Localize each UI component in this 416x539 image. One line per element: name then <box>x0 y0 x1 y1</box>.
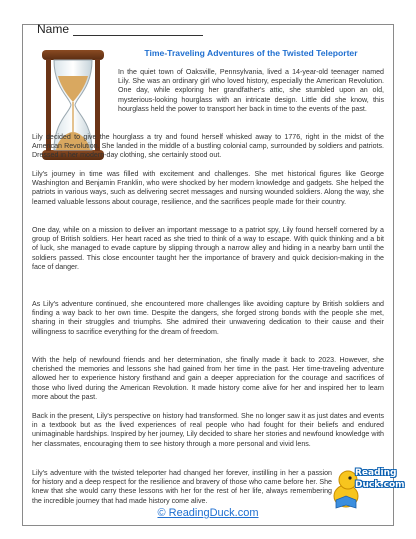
story-paragraph: One day, while on a mission to deliver an important message to a patriot spy, Lily found herself cornered by a group of British soldiers. Her heart raced as she tried to think of a way to escape. With quick thinking and a bit of luck, she managed to evade capture by slipping through a narrow alley and hiding in a nearby barn until the soldiers passed. This close encounter taught her the importance of bravery and quick decision-making in the face of danger. <box>32 226 384 271</box>
story-paragraph: With the help of newfound friends and her determination, she finally made it back to 2023. However, she cherished the memories and lessons she had gained from her time in the past. Her time-traveling adventure allowed her to experience history firsthand and gain a deeper appreciation for the courage and sacrifices of those who lived during the American Revolution. It made history come alive for her and inspired her to learn more about the past. <box>32 356 384 401</box>
logo-text-reading: Reading <box>355 468 397 478</box>
story-paragraph: Lily's journey in time was filled with excitement and challenges. She met historical figures like George Washington and Benjamin Franklin, who were shocked by her modern knowledge and gadgets. She helped the patriots in various ways, such as delivering secret messages and nursing wounded soldiers. Along the way, she learned valuable lessons about courage, resilience, and the sacrifices people made for their country. <box>32 170 384 206</box>
story-paragraph: Lily's adventure with the twisted teleporter had changed her forever, instilling in her a passion for history and a deep respect for the resilience and bravery of those who came before her. She knew that she would carry these lessons with her for the rest of her life, always remembering the incredible journey that had made history come alive. <box>32 469 332 505</box>
name-blank-line[interactable] <box>73 24 203 36</box>
story-paragraph: Back in the present, Lily's perspective on history had transformed. She no longer saw it as just dates and events in a textbook but as the lived experiences of real people who had fought for their beliefs and endured unimaginable hardships. Inspired by her journey, Lily decided to share her stories and newfound knowledge with her classmates, encouraging them to see history through a more personal and vivid lens. <box>32 412 384 448</box>
logo-text-duck: Duck.com <box>355 480 405 490</box>
story-paragraph: Lily decided to give the hourglass a try and found herself whisked away to 1776, right in the midst of the American Revolution. She landed in the middle of a bustling colonial camp, surrounded by soldiers and patriots. Dressed in her modern-day clothing, she certainly stood out. <box>32 133 384 160</box>
story-paragraph: As Lily's adventure continued, she encountered more challenges like avoiding capture by British soldiers and finding a way back to her own time. Despite the dangers, she forged strong bonds with the people she met, sharing in their struggles and triumphs. She admired their unwavering dedication to their cause and their willingness to sacrifice everything for the dream of freedom. <box>32 300 384 336</box>
name-label: Name <box>37 22 70 36</box>
readingduck-footer-link[interactable]: © ReadingDuck.com <box>157 507 259 519</box>
story-paragraph: In the quiet town of Oaksville, Pennsylvania, lived a 14-year-old teenager named Lily. She was an ordinary girl who loved history, especially the American Revolution. One day, while exploring her grandfather's attic, she stumbled upon an old, mysterious-looking hourglass with an intricate design. Little did she know, this hourglass held the power to transport her back in time to the events of the past. <box>118 68 384 113</box>
name-field-row <box>37 22 203 36</box>
worksheet-title: Time-Traveling Adventures of the Twisted Teleporter <box>144 48 358 58</box>
